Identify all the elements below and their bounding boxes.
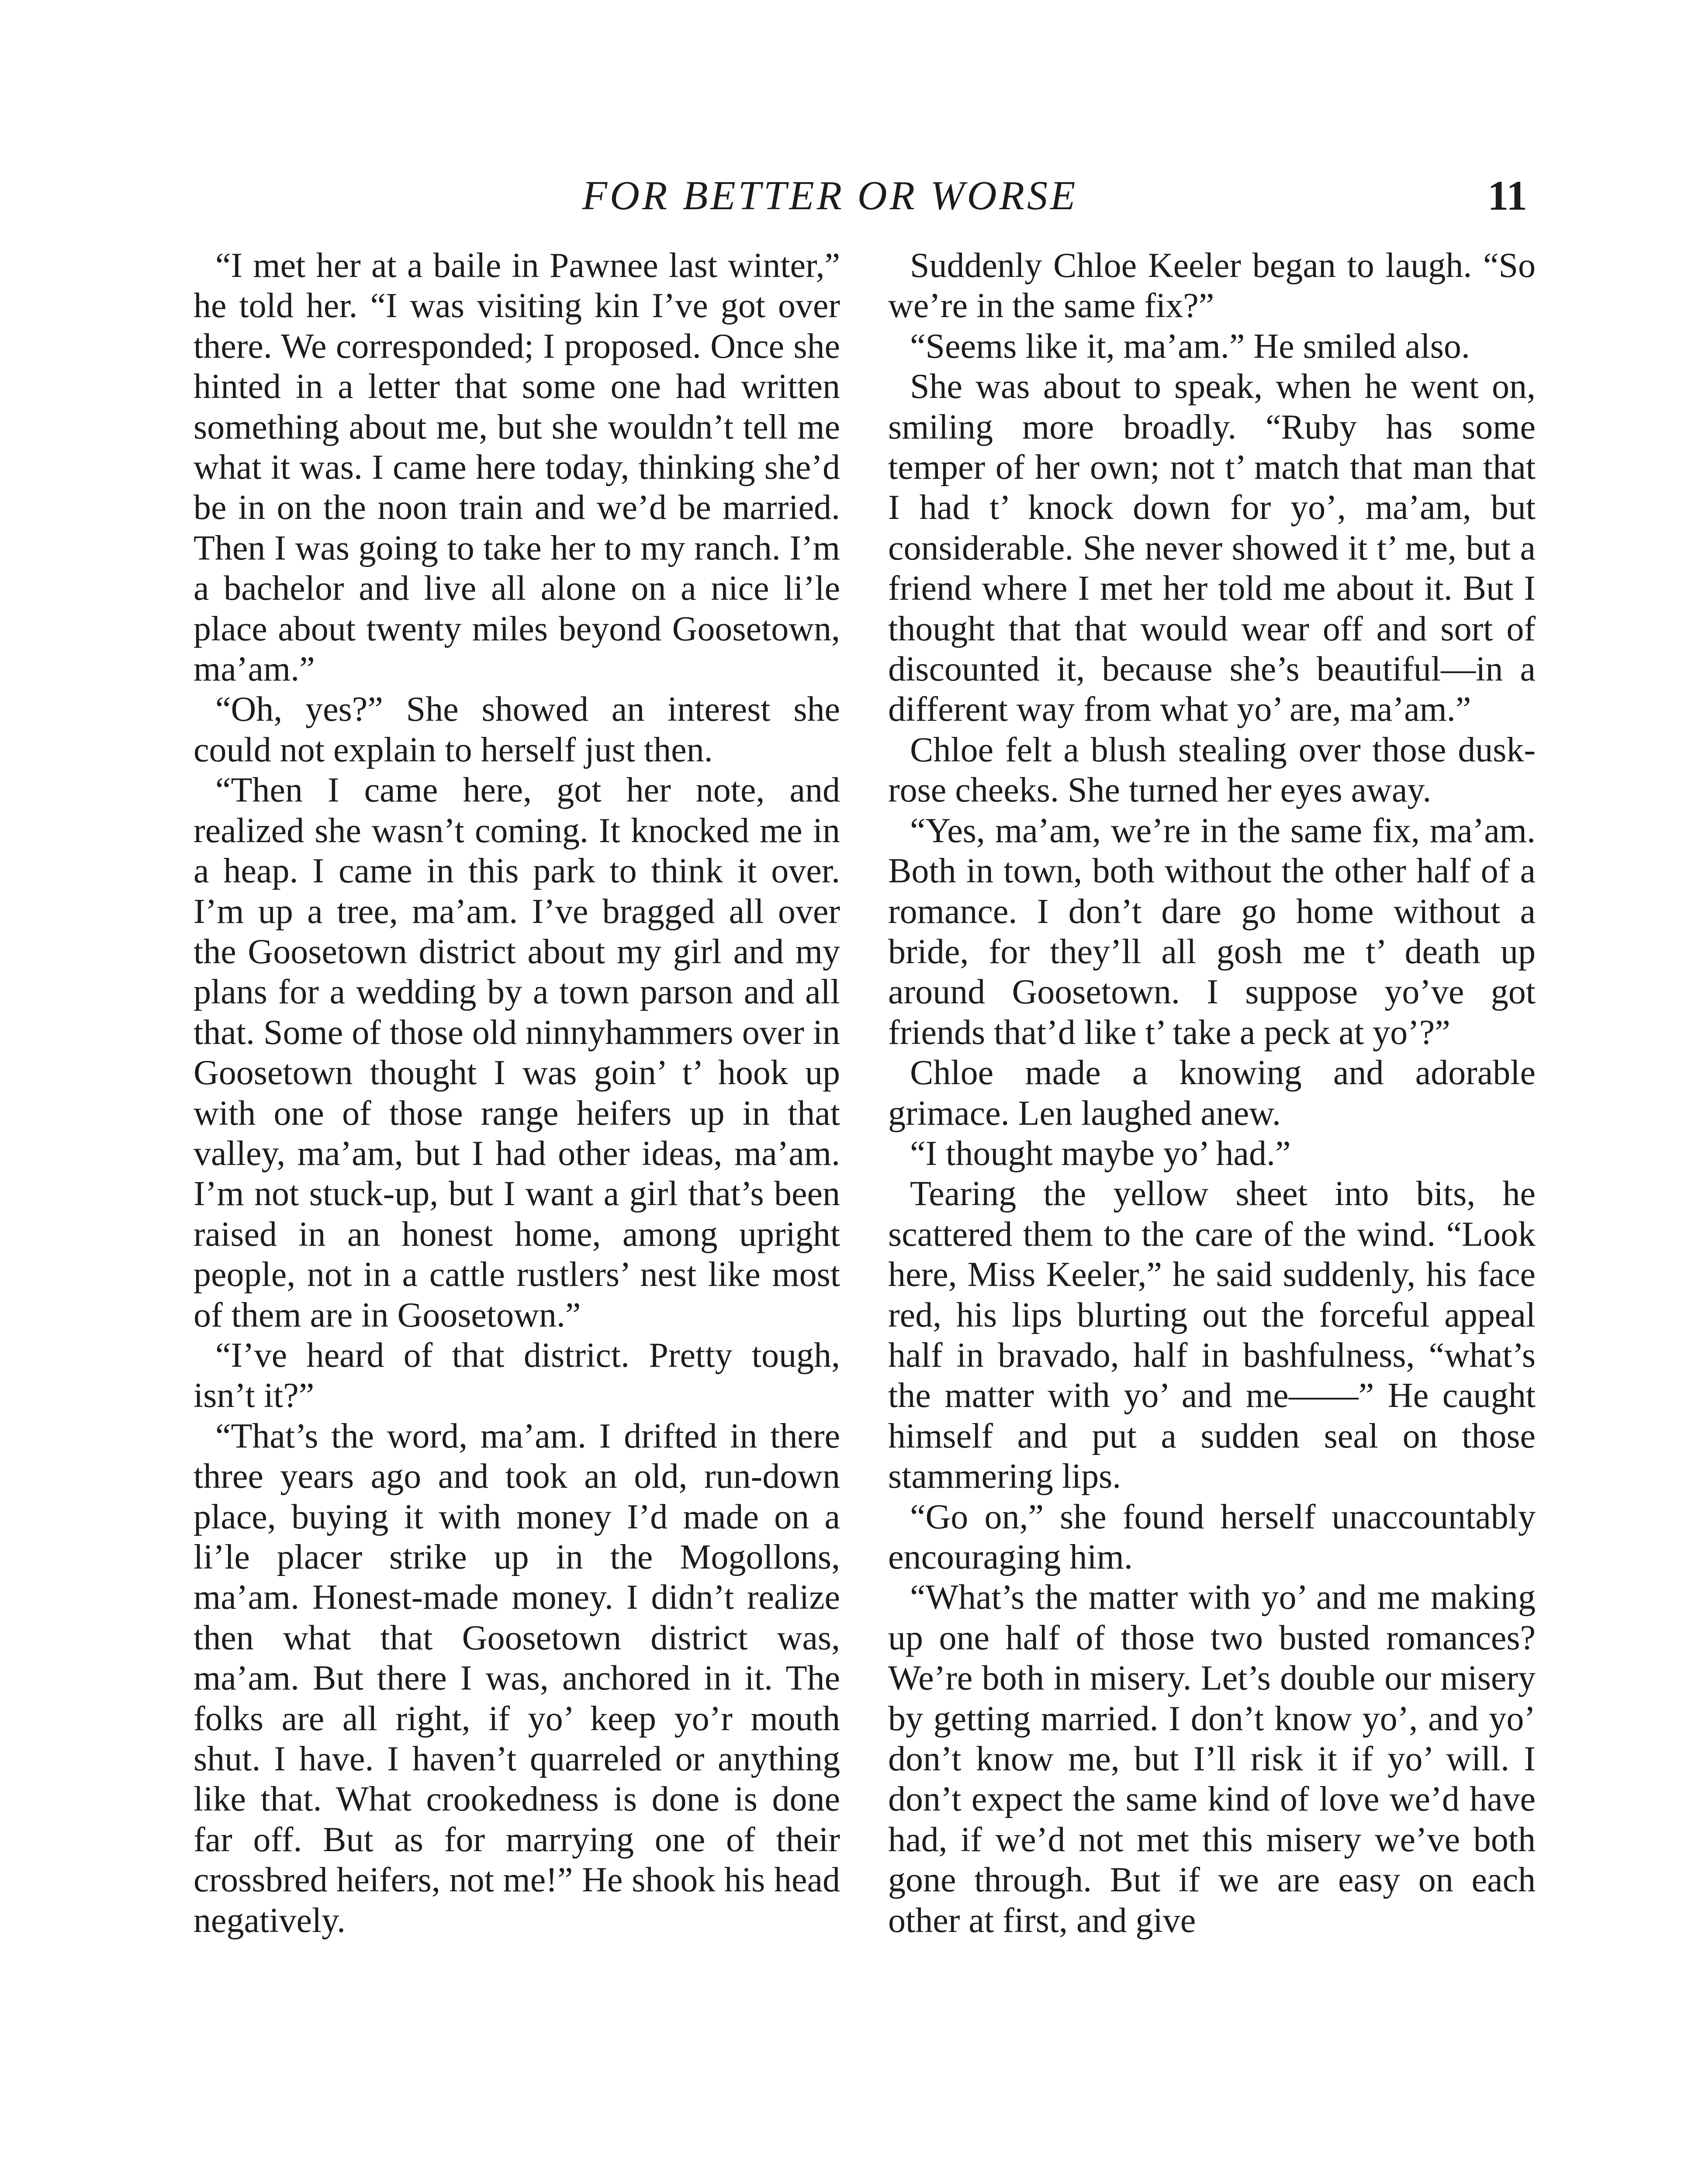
paragraph: Chloe felt a blush stealing over those dusk-rose cheeks. She turned her eyes away.: [888, 730, 1536, 810]
paragraph: “I’ve heard of that district. Pretty tough, isn’t it?”: [194, 1336, 840, 1415]
page-number: 11: [1488, 172, 1527, 219]
paragraph: Tearing the yellow sheet into bits, he scattered them to the care of the wind. “Look here, Miss Keeler,” he said suddenly, his face red, his lips blurting out the forceful appeal half in bravado, half in bashfulness, “what’s the matter with yo’ and me——” He caught himself and put a sudden seal on those stammering lips.: [888, 1175, 1536, 1496]
paragraph: Chloe made a knowing and adorable grimace. Len laughed anew.: [888, 1054, 1536, 1133]
paragraph: “Yes, ma’am, we’re in the same fix, ma’am. Both in town, both without the other half of a romance. I don’t dare go home without a bride, for they’ll all gosh me t’ death up around Goosetown. I suppose yo’ve got friends that’d like t’ take a peck at yo’?”: [888, 811, 1536, 1052]
running-head: [0, 169, 1702, 222]
left-column: [194, 245, 840, 1941]
paragraph: “I met her at a baile in Pawnee last winter,” he told her. “I was visiting kin I’ve got over there. We corresponded; I proposed. Once she hinted in a letter that some one had written something about me, but she wouldn’t tell me what it was. I came here today, thinking she’d be in on the noon train and we’d be married. Then I was going to take her to my ranch. I’m a bachelor and live all alone on a nice li’le place about twenty miles beyond Goosetown, ma’am.”: [194, 246, 840, 689]
running-title: FOR BETTER OR WORSE: [582, 173, 1078, 218]
paragraph: “Go on,” she found herself unaccountably encouraging him.: [888, 1497, 1536, 1576]
paragraph: “What’s the matter with yo’ and me making up one half of those two busted romances? We’re both in misery. Let’s double our misery by getting married. I don’t know yo’, and yo’ don’t know me, but I’ll risk it if yo’ will. I don’t expect the same kind of love we’d have had, if we’d not met this misery we’ve both gone through. But if we are easy on each other at first, and give: [888, 1578, 1536, 1940]
paragraph: “I thought maybe yo’ had.”: [910, 1134, 1291, 1173]
paragraph: She was about to speak, when he went on, smiling more broadly. “Ruby has some temper of her own; not t’ match that man that I had t’ knock down for yo’, ma’am, but considerable. She never showed it t’ me, but a friend where I met her told me about it. But I thought that that would wear off and sort of discounted it, because she’s beautiful—in a different way from what yo’ are, ma’am.”: [888, 367, 1536, 729]
paragraph: Suddenly Chloe Keeler began to laugh. “So we’re in the same fix?”: [888, 246, 1536, 325]
paragraph: “Seems like it, ma’am.” He smiled also.: [910, 327, 1470, 366]
paragraph: “Oh, yes?” She showed an interest she could not explain to herself just then.: [194, 690, 840, 769]
paragraph: “That’s the word, ma’am. I drifted in there three years ago and took an old, run-down place, buying it with money I’d made on a li’le placer strike up in the Mogollons, ma’am. Honest-made money. I didn’t realize then what that Goosetown district was, ma’am. But there I was, anchored in it. The folks are all right, if yo’ keep yo’r mouth shut. I have. I haven’t quarreled or anything like that. What crookedness is done is done far off. But as for marrying one of their crossbred heifers, not me!” He shook his head negatively.: [194, 1417, 840, 1940]
paragraph: “Then I came here, got her note, and realized she wasn’t coming. It knocked me in a heap. I came in this park to think it over. I’m up a tree, ma’am. I’ve bragged all over the Goosetown district about my girl and my plans for a wedding by a town parson and all that. Some of those old ninnyhammers over in Goosetown thought I was goin’ t’ hook up with one of those range heifers up in that valley, ma’am, but I had other ideas, ma’am. I’m not stuck-up, but I want a girl that’s been raised in an honest home, among upright people, not in a cattle rustlers’ nest like most of them are in Goosetown.”: [194, 771, 840, 1334]
right-column: [888, 245, 1536, 1941]
